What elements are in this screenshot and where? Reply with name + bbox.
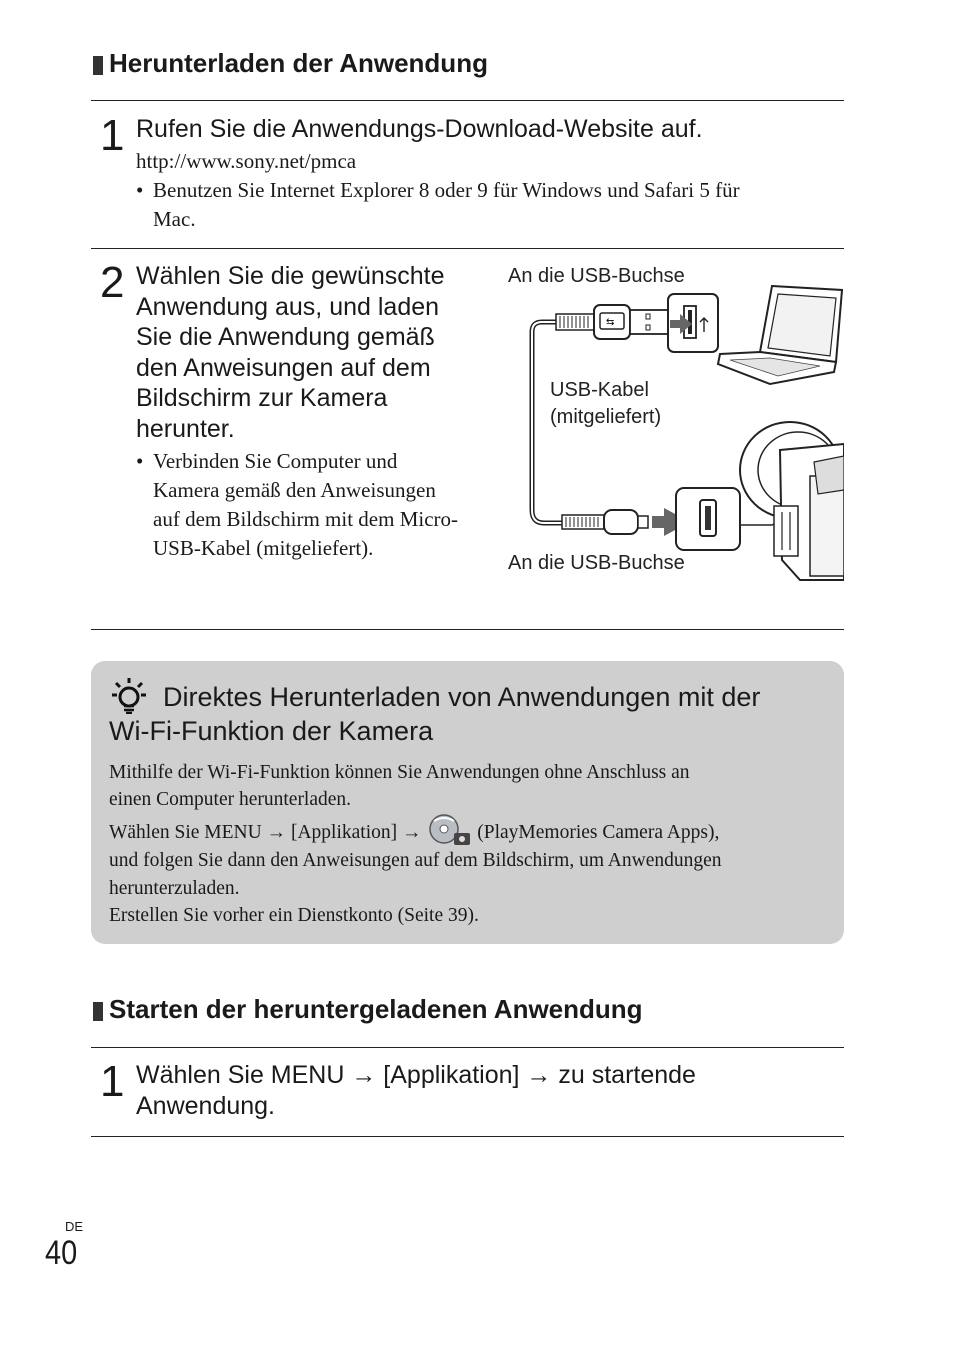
title-line: den Anweisungen auf dem [136,353,431,382]
step-title [136,1060,696,1121]
note-line: auf dem Bildschirm mit dem Micro- [153,507,459,531]
hint-title-line: Wi-Fi-Funktion der Kamera [109,716,434,746]
title-line: Sie die Anwendung gemäß [136,323,435,351]
svg-text:⇆: ⇆ [606,317,615,328]
step-number: 2 [100,258,125,307]
usb-cable [532,322,562,523]
hint-line: und folgen Sie dann den Anweisungen auf dem Bildschirm, um Anwendungen [109,850,722,872]
hint-line: einen Computer herunterladen. [109,789,352,811]
step-title: Rufen Sie die Anwendungs-Download-Website auf. [136,115,703,143]
step-note [153,447,458,563]
bullet: • [136,178,144,202]
title-line: Wählen Sie die gewünschte [136,262,445,290]
hint-line [109,813,829,847]
url-text: http://www.sony.net/pmca [136,149,357,173]
divider [91,1136,844,1137]
camera-icon [740,422,844,580]
usb-a-plug-icon [556,305,668,339]
divider [91,629,844,630]
cable-label-line: (mitgeliefert) [550,406,662,428]
hint-body [109,759,829,929]
hint-line-part: Wählen Sie MENU → [Applikation] → [109,822,422,844]
section-marker [93,56,103,75]
section-heading: Starten der heruntergeladenen Anwendung [109,994,643,1024]
note-line: Kamera gemäß den Anweisungen [153,478,436,502]
section-heading: Herunterladen der Anwendung [109,48,488,78]
diagram-label-bottom: An die USB-Buchse [508,552,685,574]
hint-line: herunterzuladen. [109,877,240,899]
title-line: Bildschirm zur Kamera [136,384,388,412]
note-line: Mac. [153,207,196,231]
note-line: Verbinden Sie Computer und [153,449,398,473]
page-number: 40 [45,1234,78,1272]
step-note [153,176,740,234]
hint-line: Erstellen Sie vorher ein Dienstkonto (Seite 39). [109,904,479,926]
divider [91,248,844,249]
note-line: Benutzen Sie Internet Explorer 8 oder 9 für Windows und Safari 5 für [153,178,740,202]
micro-usb-plug-icon [562,508,690,536]
title-line: Wählen Sie MENU → [Applikation] → zu startende [136,1061,696,1089]
step-title [136,261,445,444]
diagram-label-top: An die USB-Buchse [508,265,685,287]
title-line: Anwendung. [136,1091,276,1120]
divider [91,100,844,101]
title-line: herunter. [136,414,235,443]
playmemories-apps-icon [426,813,472,847]
hint-title [109,680,760,748]
laptop-icon [718,286,842,384]
divider [91,1047,844,1048]
bullet: • [136,449,144,473]
step-number: 1 [100,1057,125,1106]
computer-usb-port-icon [668,294,718,352]
step-number: 1 [100,111,125,160]
language-code: DE [65,1219,84,1234]
note-line: USB-Kabel (mitgeliefert). [153,536,374,560]
title-line: Anwendung aus, und laden [136,292,440,321]
cable-label-line: USB-Kabel [550,379,649,401]
hint-line: Mithilfe der Wi-Fi-Funktion können Sie Anwendungen ohne Anschluss an [109,762,690,783]
hint-title-line: Direktes Herunterladen von Anwendungen mit der [163,682,761,712]
section-marker [93,1002,103,1021]
hint-line-part: (PlayMemories Camera Apps), [477,822,720,844]
usb-connection-diagram [520,280,844,585]
